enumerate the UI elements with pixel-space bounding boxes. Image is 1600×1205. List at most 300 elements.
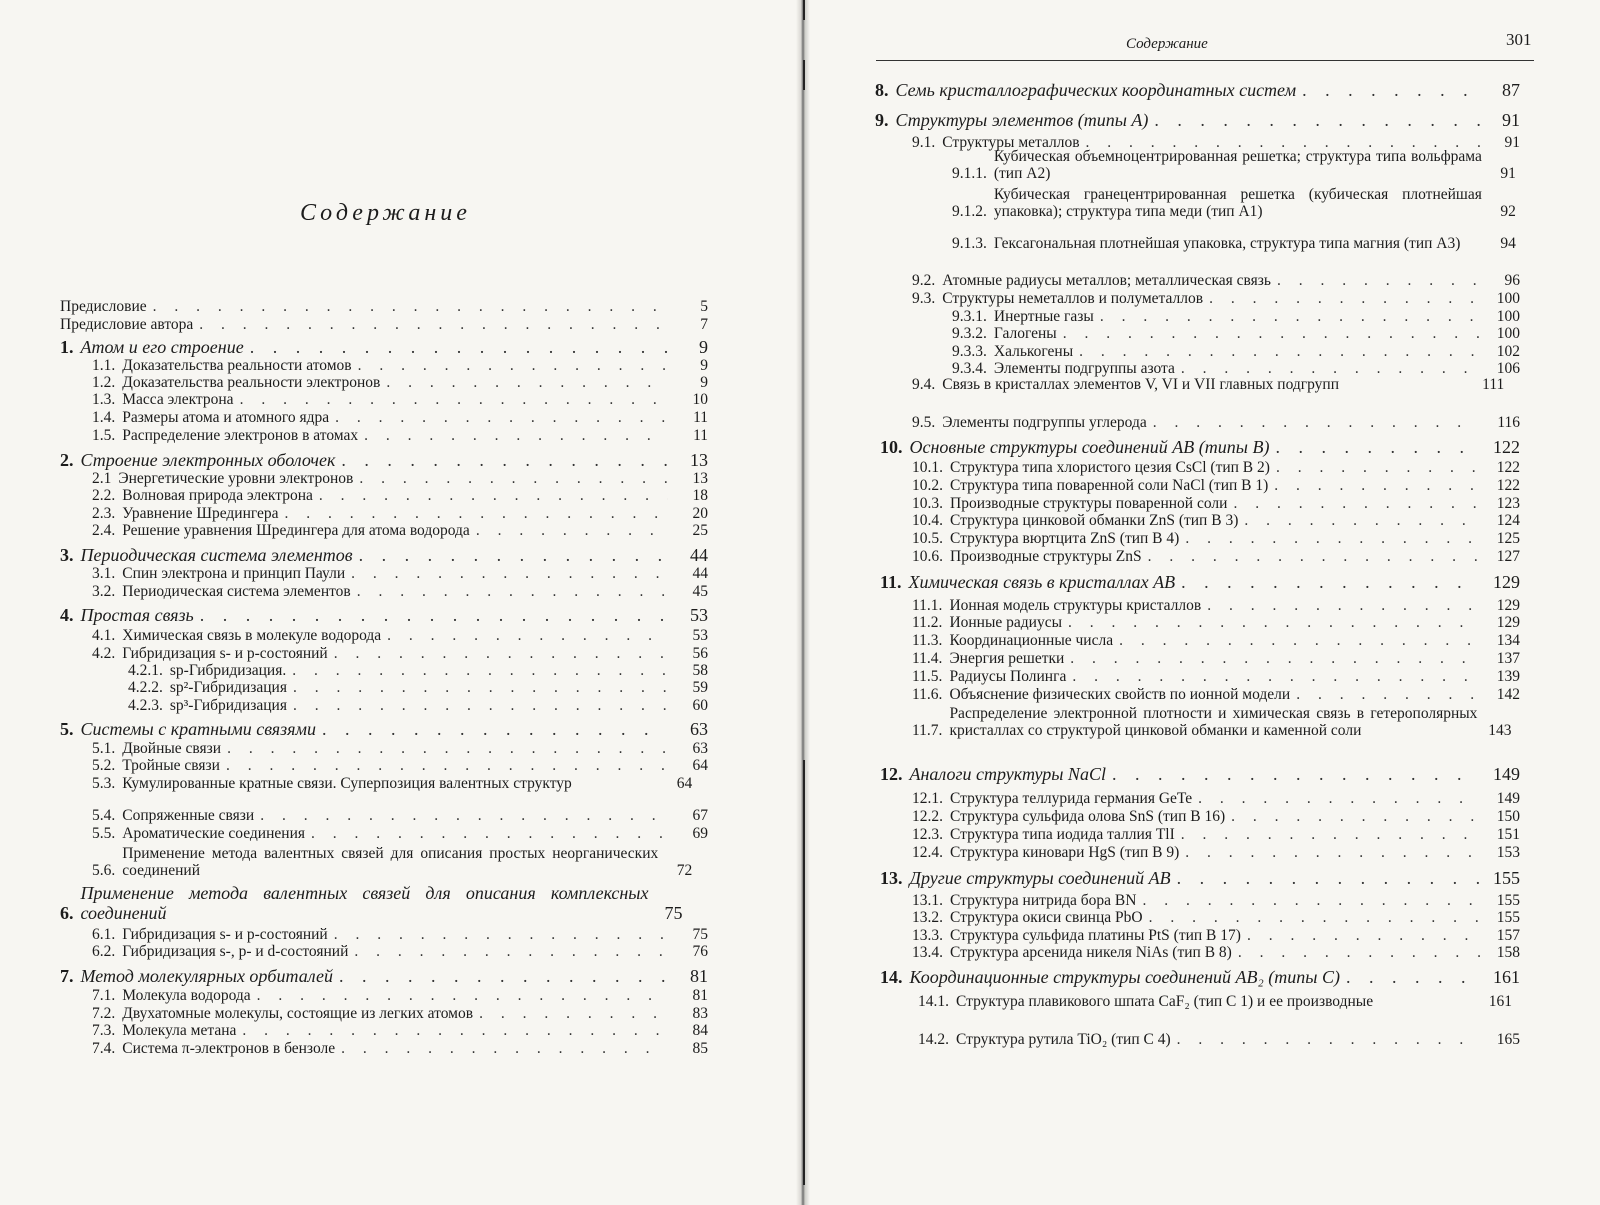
toc-entry-page: 157	[1496, 927, 1520, 944]
toc-entry-page: 87	[1502, 80, 1520, 100]
toc-entry-number: 10.5.	[912, 530, 943, 547]
dot-leader	[1177, 868, 1480, 888]
toc-entry-title: Кумулированные кратные связи. Суперпозиция валентных структур	[122, 775, 572, 792]
toc-entry-page: 124	[1496, 512, 1520, 529]
dot-leader	[1296, 686, 1480, 703]
dot-leader	[1154, 110, 1480, 130]
toc-entry-title: Структура киновари HgS (тип B 9)	[950, 844, 1180, 861]
toc-entry-title: Распределение электронной плотности и химическая связь в гетерополярных кристаллах со структурой цинковой обманки и каменной соли	[949, 705, 1478, 739]
toc-entry-page: 5	[700, 298, 708, 315]
toc-entry-number: 7.	[60, 966, 74, 986]
toc-entry-page: 85	[692, 1040, 708, 1057]
toc-entry-page: 158	[1496, 944, 1520, 961]
toc-entry-number: 11.1.	[912, 597, 943, 614]
toc-entry	[92, 775, 708, 792]
dot-leader	[292, 662, 668, 679]
toc-entry-page: 94	[1500, 235, 1516, 252]
toc-entry-number: 5.1.	[92, 740, 116, 757]
toc-entry-number: 10.4.	[912, 512, 943, 529]
dot-leader	[1276, 459, 1480, 476]
toc-entry	[92, 845, 708, 879]
toc-entry-title: Координационные числа	[949, 632, 1114, 649]
toc-entry-page: 63	[690, 719, 708, 739]
toc-entry-number: 2.3.	[92, 505, 116, 522]
toc-entry-number: 9.4.	[912, 376, 936, 393]
toc-entry-page: 122	[1493, 437, 1520, 457]
toc-entry-title: Структура арсенида никеля NiAs (тип B 8)	[950, 944, 1232, 961]
dot-leader	[359, 470, 668, 487]
toc-entry-page: 20	[692, 505, 708, 522]
dot-leader	[1244, 512, 1480, 529]
toc-entry-number: 11.5.	[912, 668, 943, 685]
toc-entry-title: Структура сульфида платины PtS (тип B 17)	[950, 927, 1241, 944]
toc-entry-page: 129	[1493, 572, 1520, 592]
toc-entry-number: 10.1.	[912, 459, 943, 476]
toc-entry-number: 9.3.	[912, 290, 936, 307]
toc-entry-title: Структуры неметаллов и полуметаллов	[942, 290, 1204, 307]
dot-leader	[1231, 808, 1480, 825]
toc-entry-title: Семь кристаллографических координатных систем	[895, 80, 1297, 100]
toc-entry-page: 13	[690, 450, 708, 470]
toc-entry-number: 11.2.	[912, 614, 943, 631]
toc-entry-title: Доказательства реальности атомов	[122, 357, 352, 374]
toc-entry-title: Структура вюртцита ZnS (тип B 4)	[950, 530, 1180, 547]
toc-entry-title: Предисловие	[60, 298, 147, 315]
toc-chapter-entry	[60, 545, 708, 565]
toc-entry	[912, 650, 1520, 667]
toc-entry	[912, 909, 1520, 926]
toc-chapter-entry	[60, 337, 708, 357]
dot-leader	[242, 1022, 668, 1039]
dot-leader	[476, 522, 668, 539]
toc-entry-number: 11.6.	[912, 686, 943, 703]
toc-entry-page: 83	[692, 1005, 708, 1022]
toc-entry-number: 3.1.	[92, 565, 116, 582]
toc-entry-number: 13.4.	[912, 944, 943, 961]
toc-entry-title: Структура типа поваренной соли NaCl (тип B 1)	[950, 477, 1269, 494]
dot-leader	[1274, 477, 1480, 494]
toc-entry-page: 81	[690, 966, 708, 986]
toc-entry-number: 2.4.	[92, 522, 116, 539]
toc-entry	[128, 679, 708, 696]
toc-entry-title: Волновая природа электрона	[122, 487, 313, 504]
toc-entry	[92, 943, 708, 960]
toc-entry-number: 9.3.3.	[952, 343, 987, 360]
toc-entry-number: 14.2.	[918, 1031, 949, 1048]
toc-entry-number: 1.	[60, 337, 74, 357]
dot-leader	[479, 1005, 668, 1022]
toc-chapter-entry	[875, 80, 1520, 100]
dot-leader	[1185, 844, 1480, 861]
toc-entry-title: Периодическая система элементов	[80, 545, 353, 565]
toc-entry-number: 10.2.	[912, 477, 943, 494]
toc-entry-title: Тройные связи	[122, 757, 220, 774]
toc-entry	[92, 757, 708, 774]
toc-entry-page: 165	[1496, 1031, 1520, 1048]
toc-entry	[912, 808, 1520, 825]
dot-leader	[351, 565, 668, 582]
toc-entry	[912, 512, 1520, 529]
toc-entry-title: Сопряженные связи	[122, 807, 255, 824]
toc-entry-page: 58	[692, 662, 708, 679]
toc-entry	[128, 662, 708, 679]
toc-entry-page: 129	[1496, 597, 1520, 614]
toc-entry-page: 137	[1496, 650, 1520, 667]
toc-entry	[912, 686, 1520, 703]
toc-entry-page: 9	[700, 357, 708, 374]
page-number: 301	[1506, 30, 1532, 49]
toc-entry-page: 123	[1496, 495, 1520, 512]
toc-entry	[92, 987, 708, 1004]
toc-entry	[952, 148, 1520, 182]
toc-entry-number: 11.7.	[912, 722, 943, 739]
toc-entry-title: Структуры элементов (типы А)	[895, 110, 1149, 130]
dot-leader	[386, 374, 668, 391]
toc-entry-number: 4.2.1.	[128, 662, 163, 679]
toc-entry-page: 60	[692, 697, 708, 714]
toc-chapter-entry	[60, 450, 708, 470]
toc-entry	[912, 272, 1520, 289]
dot-leader	[341, 450, 668, 470]
toc-entry	[92, 357, 708, 374]
toc-chapter-entry	[60, 719, 708, 739]
dot-leader	[1079, 343, 1480, 360]
dot-leader	[341, 1040, 668, 1057]
toc-entry-number: 1.2.	[92, 374, 116, 391]
toc-entry-number: 4.2.	[92, 645, 116, 662]
toc-entry-number: 1.1.	[92, 357, 116, 374]
toc-entry-title: Системы с кратными связями	[80, 719, 317, 739]
dot-leader	[1207, 597, 1480, 614]
toc-entry	[92, 1040, 708, 1057]
toc-entry-page: 81	[692, 987, 708, 1004]
dot-leader	[293, 679, 668, 696]
dot-leader	[1149, 909, 1480, 926]
toc-entry-title: Связь в кристаллах элементов V, VI и VII главных подгрупп	[942, 376, 1340, 393]
toc-entry-page: 64	[692, 757, 708, 774]
toc-entry-title: Химическая связь в молекуле водорода	[122, 627, 382, 644]
toc-entry-page: 129	[1496, 614, 1520, 631]
dot-leader	[1100, 308, 1480, 325]
toc-entry-number: 7.4.	[92, 1040, 116, 1057]
page-title: Содержание	[300, 200, 471, 226]
toc-entry-number: 14.	[880, 967, 903, 987]
toc-entry-title: Структура типа хлористого цезия CsCl (тип B 2)	[950, 459, 1270, 476]
toc-entry-number: 2.1	[92, 470, 112, 487]
toc-entry-title: Производные структуры ZnS	[950, 548, 1142, 565]
dot-leader	[1153, 414, 1480, 431]
dot-leader	[311, 825, 668, 842]
toc-entry-title: Периодическая система элементов	[122, 583, 351, 600]
toc-chapter-entry	[880, 868, 1520, 888]
toc-entry	[912, 548, 1520, 565]
toc-entry-page: 100	[1496, 308, 1520, 325]
toc-chapter-entry	[880, 967, 1520, 987]
toc-entry-title: Масса электрона	[122, 391, 234, 408]
toc-entry-title: Ионные радиусы	[949, 614, 1062, 631]
toc-entry-page: 63	[692, 740, 708, 757]
toc-entry-page: 151	[1496, 826, 1520, 843]
toc-entry-page: 45	[692, 583, 708, 600]
toc-entry-number: 5.4.	[92, 807, 116, 824]
toc-entry	[912, 927, 1520, 944]
toc-entry-page: 116	[1497, 414, 1520, 431]
running-head: Содержание	[1126, 36, 1208, 52]
dot-leader	[1072, 668, 1480, 685]
toc-entry-title: Молекула метана	[122, 1022, 237, 1039]
toc-entry	[92, 391, 708, 408]
toc-chapter-entry	[60, 605, 708, 625]
toc-entry-title: Производные структуры поваренной соли	[950, 495, 1228, 512]
toc-entry	[92, 825, 708, 842]
toc-entry-number: 4.2.3.	[128, 697, 163, 714]
toc-entry-page: 155	[1496, 909, 1520, 926]
toc-entry-title: Размеры атома и атомного ядра	[122, 409, 330, 426]
toc-entry-number: 10.	[880, 437, 903, 457]
dot-leader	[1119, 632, 1480, 649]
toc-entry-number: 9.1.1.	[952, 165, 987, 182]
toc-entry	[92, 374, 708, 391]
toc-entry	[952, 343, 1520, 360]
spine-mark	[803, 0, 805, 20]
toc-entry-number: 11.3.	[912, 632, 943, 649]
toc-entry-page: 102	[1496, 343, 1520, 360]
dot-leader	[240, 391, 668, 408]
toc-entry-title: Молекула водорода	[122, 987, 251, 1004]
toc-entry-number: 2.	[60, 450, 74, 470]
toc-entry	[60, 298, 708, 315]
toc-entry-number: 11.4.	[912, 650, 943, 667]
toc-entry	[92, 807, 708, 824]
dot-leader	[319, 487, 668, 504]
toc-entry-page: 161	[1493, 967, 1520, 987]
toc-entry-title: Структура нитрида бора BN	[950, 892, 1137, 909]
toc-entry-number: 12.2.	[912, 808, 943, 825]
toc-entry	[952, 186, 1520, 220]
toc-entry-title: Гексагональная плотнейшая упаковка, структура типа магния (тип А3)	[993, 235, 1461, 252]
toc-entry-page: 84	[692, 1022, 708, 1039]
toc-entry-title: Система π-электронов в бензоле	[122, 1040, 336, 1057]
toc-entry-page: 150	[1496, 808, 1520, 825]
toc-entry	[912, 944, 1520, 961]
toc-entry-page: 76	[692, 943, 708, 960]
toc-entry-number: 1.3.	[92, 391, 116, 408]
toc-chapter-entry	[880, 437, 1520, 457]
toc-entry-title: Гибридизация s- и p-состояний	[122, 926, 328, 943]
toc-entry	[952, 308, 1520, 325]
toc-entry-page: 10	[692, 391, 708, 408]
toc-entry-number: 9.	[875, 110, 889, 130]
toc-entry-number: 13.3.	[912, 927, 943, 944]
dot-leader	[1177, 1031, 1480, 1048]
dot-leader	[387, 627, 668, 644]
toc-entry-title: Объяснение физических свойств по ионной модели	[949, 686, 1291, 703]
toc-entry-title: Метод молекулярных орбиталей	[80, 966, 333, 986]
dot-leader	[1142, 892, 1480, 909]
toc-entry-title: Атомные радиусы металлов; металлическая связь	[942, 272, 1271, 289]
dot-leader	[1346, 967, 1480, 987]
dot-leader	[1181, 826, 1480, 843]
toc-entry	[912, 705, 1520, 739]
toc-entry	[92, 1005, 708, 1022]
toc-entry-page: 56	[692, 645, 708, 662]
spine-mark	[803, 60, 805, 90]
toc-entry-number: 5.6.	[92, 862, 116, 879]
dot-leader	[153, 298, 668, 315]
toc-entry	[92, 409, 708, 426]
toc-entry-number: 9.1.2.	[952, 203, 987, 220]
toc-entry-page: 18	[692, 487, 708, 504]
toc-entry-page: 69	[692, 825, 708, 842]
dot-leader	[322, 719, 668, 739]
toc-entry	[92, 627, 708, 644]
toc-entry-number: 13.	[880, 868, 903, 888]
toc-entry-page: 125	[1496, 530, 1520, 547]
toc-entry-page: 75	[664, 903, 683, 923]
dot-leader	[1247, 927, 1480, 944]
dot-leader	[200, 605, 668, 625]
toc-entry-page: 96	[1504, 272, 1520, 289]
toc-entry	[912, 892, 1520, 909]
dot-leader	[199, 316, 668, 333]
toc-entry	[912, 790, 1520, 807]
toc-entry-page: 161	[1488, 993, 1512, 1010]
toc-entry-title: Энергия решетки	[949, 650, 1065, 667]
dot-leader	[1070, 650, 1480, 667]
toc-entry-number: 5.3.	[92, 775, 116, 792]
toc-chapter-entry	[60, 966, 708, 986]
toc-entry-title: Радиусы Полинга	[949, 668, 1067, 685]
toc-entry-page: 59	[692, 679, 708, 696]
toc-entry-number: 7.2.	[92, 1005, 116, 1022]
toc-entry-page: 149	[1493, 764, 1520, 784]
toc-entry-page: 155	[1496, 892, 1520, 909]
toc-entry-number: 4.1.	[92, 627, 116, 644]
toc-entry-title: Аналоги структуры NaCl	[909, 764, 1106, 784]
toc-entry-title: sp²-Гибридизация	[169, 679, 287, 696]
dot-leader	[354, 943, 668, 960]
toc-entry	[912, 826, 1520, 843]
toc-entry-page: 64	[676, 775, 693, 792]
toc-entry-page: 9	[700, 374, 708, 391]
toc-entry-title: Структура типа иодида таллия TlI	[950, 826, 1175, 843]
toc-entry-page: 127	[1496, 548, 1520, 565]
toc-entry	[92, 522, 708, 539]
toc-entry-title: Структуры металлов	[942, 134, 1080, 151]
dot-leader	[293, 697, 668, 714]
dot-leader	[1277, 272, 1480, 289]
toc-entry-page: 139	[1496, 668, 1520, 685]
toc-entry-number: 10.3.	[912, 495, 943, 512]
toc-entry-number: 12.4.	[912, 844, 943, 861]
toc-entry-number: 1.4.	[92, 409, 116, 426]
toc-entry-page: 44	[690, 545, 708, 565]
toc-entry	[912, 844, 1520, 861]
toc-entry	[912, 290, 1520, 307]
toc-entry-title: Атом и его строение	[80, 337, 244, 357]
toc-entry-number: 7.1.	[92, 987, 116, 1004]
toc-entry-page: 67	[692, 807, 708, 824]
toc-entry-page: 11	[693, 427, 708, 444]
toc-entry	[92, 505, 708, 522]
toc-entry-page: 11	[693, 409, 708, 426]
toc-entry-title: Спин электрона и принцип Паули	[122, 565, 346, 582]
toc-entry-title: Применение метода валентных связей для описания комплексных соединений	[80, 883, 649, 923]
toc-entry-page: 134	[1496, 632, 1520, 649]
toc-entry	[952, 235, 1520, 252]
toc-entry-title: Структура рутила TiO₂ (тип C 4)	[956, 1031, 1171, 1048]
toc-entry-number: 6.2.	[92, 943, 116, 960]
toc-entry	[92, 565, 708, 582]
toc-entry-number: 9.3.1.	[952, 308, 987, 325]
toc-entry-number: 9.1.	[912, 134, 936, 151]
toc-entry	[92, 427, 708, 444]
toc-entry-page: 72	[676, 862, 693, 879]
toc-entry-title: sp-Гибридизация.	[169, 662, 287, 679]
dot-leader	[364, 427, 668, 444]
toc-entry	[60, 316, 708, 333]
toc-entry	[92, 487, 708, 504]
toc-entry-number: 7.3.	[92, 1022, 116, 1039]
toc-entry-title: Структура цинковой обманки ZnS (тип B 3)	[950, 512, 1239, 529]
toc-entry-number: 8.	[875, 80, 889, 100]
toc-entry-title: Галогены	[993, 325, 1057, 342]
dot-leader	[1181, 360, 1480, 377]
dot-leader	[339, 966, 668, 986]
toc-entry-number: 14.1.	[918, 993, 949, 1010]
toc-entry-number: 12.1.	[912, 790, 943, 807]
toc-entry-number: 3.2.	[92, 583, 116, 600]
toc-entry-number: 4.	[60, 605, 74, 625]
toc-entry-title: Уравнение Шредингера	[122, 505, 279, 522]
toc-entry	[912, 597, 1520, 614]
dot-leader	[1068, 614, 1480, 631]
toc-entry-page: 75	[692, 926, 708, 943]
toc-entry-title: Структура сульфида олова SnS (тип B 16)	[950, 808, 1226, 825]
toc-entry-page: 100	[1496, 290, 1520, 307]
toc-entry-number: 9.3.4.	[952, 360, 987, 377]
dot-leader	[357, 583, 668, 600]
dot-leader	[1198, 790, 1480, 807]
toc-entry-number: 3.	[60, 545, 74, 565]
toc-entry-number: 9.5.	[912, 414, 936, 431]
toc-entry	[92, 1022, 708, 1039]
toc-entry-number: 11.	[880, 572, 902, 592]
dot-leader	[334, 926, 668, 943]
dot-leader	[335, 409, 668, 426]
toc-entry-number: 6.1.	[92, 926, 116, 943]
dot-leader	[1233, 495, 1480, 512]
toc-entry	[92, 645, 708, 662]
toc-entry-title: Простая связь	[80, 605, 194, 625]
toc-entry-page: 122	[1496, 477, 1520, 494]
toc-entry	[912, 530, 1520, 547]
toc-entry-number: 10.6.	[912, 548, 943, 565]
toc-entry-page: 91	[1500, 165, 1516, 182]
dot-leader	[1302, 80, 1480, 100]
dot-leader	[359, 545, 668, 565]
toc-entry-title: Основные структуры соединений AB (типы B)	[909, 437, 1270, 457]
toc-entry-page: 53	[692, 627, 708, 644]
toc-entry	[912, 376, 1520, 393]
toc-entry-page: 53	[690, 605, 708, 625]
toc-entry-title: Гибридизация s-, p- и d-состояний	[122, 943, 349, 960]
toc-chapter-entry	[60, 883, 708, 923]
toc-entry	[128, 697, 708, 714]
toc-entry	[92, 470, 708, 487]
toc-entry-number: 9.1.3.	[952, 235, 987, 252]
toc-entry-page: 153	[1496, 844, 1520, 861]
